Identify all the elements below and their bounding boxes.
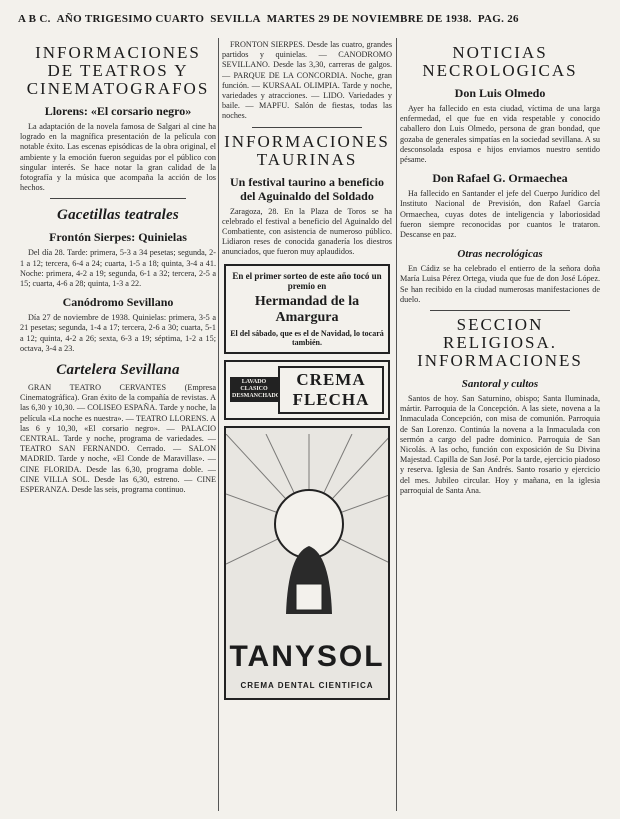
divider	[430, 310, 570, 311]
article-body: La adaptación de la novela famosa de Salgari al cine ha logrado en la magnífica presentación de la película con notable éxito. Las escenas episódicas de la obra original, el ambiente y la emoción fueron seguidas por el público con singular interés. Se hace notar la gran calidad de la fotografía y la música que acompaña la acción de los hechos.	[20, 122, 216, 193]
article-title-olmedo: Don Luis Olmedo	[454, 86, 546, 100]
section-title-gacetillas: Gacetillas teatrales	[57, 207, 179, 224]
section-title-theatres: INFORMACIONES DE TEATROS Y CINEMATOGRAFOS	[26, 43, 210, 98]
city-label: SEVILLA	[210, 13, 261, 25]
section-title-religiosa: SECCION RELIGIOSA. INFORMACIONES	[417, 315, 583, 371]
article-body: Zaragoza, 28. En la Plaza de Toros se ha celebrado el festival a beneficio del Aguinaldo del Combatiente, con asistencia de numeroso público. Lidiaron reses de conocida ganadería los diestros anunciados, que fueron muy aplaudidos.	[222, 206, 392, 257]
ad-line: En el primer sorteo de este año tocó un premio en	[232, 270, 382, 291]
article-body: Ha fallecido en Santander el jefe del Cuerpo Jurídico del Instituto Nacional de Previsión, don Rafael García Ormaechea, cuyas dotes de inteligencia y laboriosidad fueron siempre reconocidas por cuantos le trataron. Descanse en paz.	[400, 189, 600, 240]
article-title-santoral: Santoral y cultos	[461, 378, 539, 391]
column-taurinas	[222, 40, 392, 813]
section-title-cartelera: Cartelera Sevillana	[56, 362, 180, 379]
ad-tagline: CREMA DENTAL CIENTIFICA	[240, 680, 374, 690]
article-body: Del día 28. Tarde: primera, 5-3 a 34 pesetas; segunda, 2-1 a 12; tercera, 6-4 a 24; cuarta, 1-5 a 18; quinta, 3-4 a 41. Noche: primera, 4-2 a 19; segunda, 6-1 a 32; tercera, 2-5 a 15; cuarta, 4-6 a 28; quinta, 1-3 a 22.	[20, 248, 216, 289]
year-label: AÑO TRIGESIMO CUARTO	[56, 13, 205, 25]
divider	[252, 127, 362, 128]
publication-name: A B C.	[18, 13, 51, 25]
date-label: MARTES 29 DE NOVIEMBRE DE 1938.	[266, 13, 472, 25]
section-title-taurinas: INFORMACIONES TAURINAS	[224, 131, 390, 169]
article-title-fronton: Frontón Sierpes: Quinielas	[49, 230, 187, 245]
divider	[50, 198, 186, 199]
article-body: GRAN TEATRO CERVANTES (Empresa Cinematográfica). Gran éxito de la compañía de revistas. A las 6,30 y 10,30. — COLISEO ESPAÑA. Tarde y noche, la película «La noche es nuestra». — TEATRO LLORENS. A las 6 y 10,30, «El corsario negro». — PALACIO CENTRAL. Tarde y noche, programa de variedades. — TEATRO SAN FERNANDO. Cerrado. — SALON MADRID. Tarde y noche, «El Conde de Maravillas». — CINE FLORIDA. Desde las 6,30, programa doble. — CINE VILLA SOL. Desde las 6,30, estreno. — CINE ESPERANZA. Desde las seis, programa continuo.	[20, 383, 216, 495]
lottery-advertisement	[224, 264, 390, 354]
ad-line: El del sábado, que es el de Navidad, lo tocará también.	[230, 328, 384, 347]
article-body: Día 27 de noviembre de 1938. Quinielas: primera, 3-5 a 21 pesetas; segunda, 1-4 a 17; tercera, 2-6 a 30; cuarta, 5-1 a 12; quinta, 4-2 a 26; sexta, 6-3 a 19; séptima, 1-2 a 15; octava, 3-4 a 23.	[20, 313, 216, 353]
article-body: Ayer ha fallecido en esta ciudad, víctima de una larga enfermedad, el que fue en vida respetable y conocido caballero don Luis Olmedo, persona de gran bondad, que gozaba de generales simpatías en la sociedad sevillana. A su desconsolada esposa e hijos enviamos nuestro sentido pésame.	[400, 104, 600, 165]
column-necrologicas	[400, 40, 600, 813]
ad-caption: LAVADO CLASICO DESMANCHADO	[230, 377, 278, 402]
listings-body: FRONTON SIERPES. Desde las cuatro, grandes partidos y quinielas. — CANODROMO SEVILLANO. Desde las 3,30, carreras de galgos. — PARQUE DE LA CONCORDIA. Noche, gran función. — KURSAAL OLIMPIA. Tarde y noche, variedades y atracciones. — LIDO. Variedades y baile. — MAPFU. Salón de fiestas, todas las noches.	[222, 40, 392, 121]
column-rule	[218, 38, 219, 811]
article-title-ormaechea: Don Rafael G. Ormaechea	[432, 171, 568, 186]
article-body: En Cádiz se ha celebrado el entierro de la señora doña María Luisa Pérez Ortega, viuda que fue de don José López. Se han recibido en la ciudad numerosas manifestaciones de duelo.	[400, 264, 600, 304]
column-rule	[396, 38, 397, 811]
ad-brand: Hermandad de la Amargura	[254, 293, 360, 325]
article-title-canodromo: Canódromo Sevillano	[62, 295, 174, 310]
article-title-festival: Un festival taurino a beneficio del Aguinaldo del Soldado	[230, 174, 384, 203]
sunburst-illustration	[226, 434, 390, 634]
ad-brand: TANYSOL	[229, 639, 385, 673]
ad-brand: CREMA FLECHA	[278, 366, 384, 414]
page-number: PAG. 26	[477, 13, 519, 25]
tanysol-advertisement	[224, 426, 390, 700]
page-header	[18, 4, 602, 34]
article-body: Santos de hoy. San Saturnino, obispo; Santa Iluminada, mártir. Parroquia de la Concepción. A las siete, novena a la Inmaculada Concepción, con misa de comunión. Parroquia de San Lorenzo. Continúa la novena a la Inmaculada con sermón a cargo del padre dominico. Parroquia de San Nicolás. A las ocho, función con exposición de Su Divina Majestad. Capilla de San José. Por la tarde, ejercicio piadoso y reserva. Iglesia de San Andrés. Santo rosario y ejercicio del mes. Jubileo circular. Hoy y mañana, en la iglesia parroquial de Santa Ana.	[400, 394, 600, 495]
crema-flecha-advertisement	[224, 360, 390, 420]
column-theatres	[20, 40, 216, 813]
article-title-llorens: Llorens: «El corsario negro»	[44, 104, 192, 118]
article-title-otras: Otras necrológicas	[457, 248, 543, 261]
section-title-necrologicas: NOTICIAS NECROLOGICAS	[422, 43, 578, 80]
